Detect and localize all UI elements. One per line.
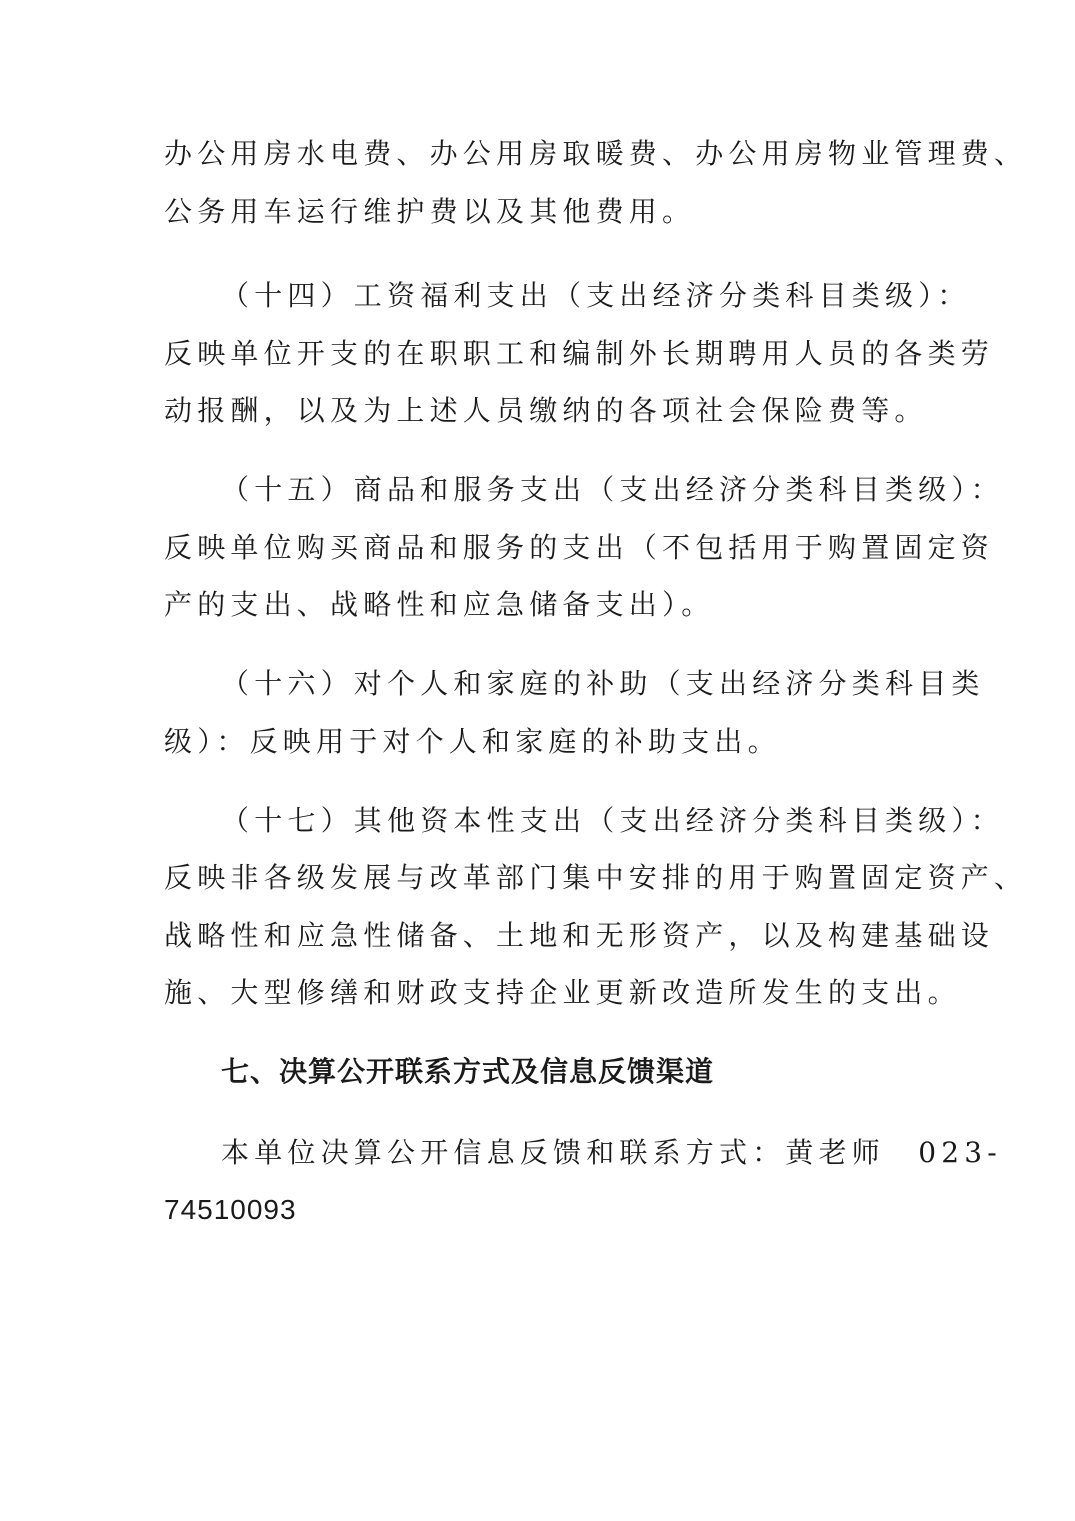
- intro-line-1: 办公用房水电费、办公用房取暖费、办公用房物业管理费、: [164, 137, 1028, 170]
- item15-line-2: 反映单位购买商品和服务的支出（不包括用于购置固定资: [164, 531, 995, 564]
- item17-line-4: 施、大型修缮和财政支持企业更新改造所发生的支出。: [164, 976, 961, 1009]
- intro-line-2: 公务用车运行维护费以及其他费用。: [164, 195, 696, 228]
- item16-line-2: 级）：反映用于对个人和家庭的补助支出。: [164, 725, 781, 758]
- item14-title: （十四）工资福利支出（支出经济分类科目类级）：: [221, 279, 971, 312]
- item14-line-3: 动报酬，以及为上述人员缴纳的各项社会保险费等。: [164, 394, 928, 427]
- item17-line-2: 反映非各级发展与改革部门集中安排的用于购置固定资产、: [164, 861, 1028, 894]
- item16-title: （十六）对个人和家庭的补助（支出经济分类科目类: [221, 667, 985, 700]
- item17-title: （十七）其他资本性支出（支出经济分类科目类级）：: [221, 804, 1004, 837]
- item15-line-3: 产的支出、战略性和应急储备支出）。: [164, 588, 715, 621]
- item15-title: （十五）商品和服务支出（支出经济分类科目类级）：: [221, 473, 1004, 506]
- item14-line-2: 反映单位开支的在职职工和编制外长期聘用人员的各类劳: [164, 337, 995, 370]
- section7-heading: 七、决算公开联系方式及信息反馈渠道: [221, 1055, 715, 1088]
- item17-line-3: 战略性和应急性储备、土地和无形资产，以及构建基础设: [164, 919, 995, 952]
- contact-phone-line-2: 74510093: [164, 1194, 297, 1225]
- contact-line-1: 本单位决算公开信息反馈和联系方式：黄老师 023-: [221, 1136, 1002, 1169]
